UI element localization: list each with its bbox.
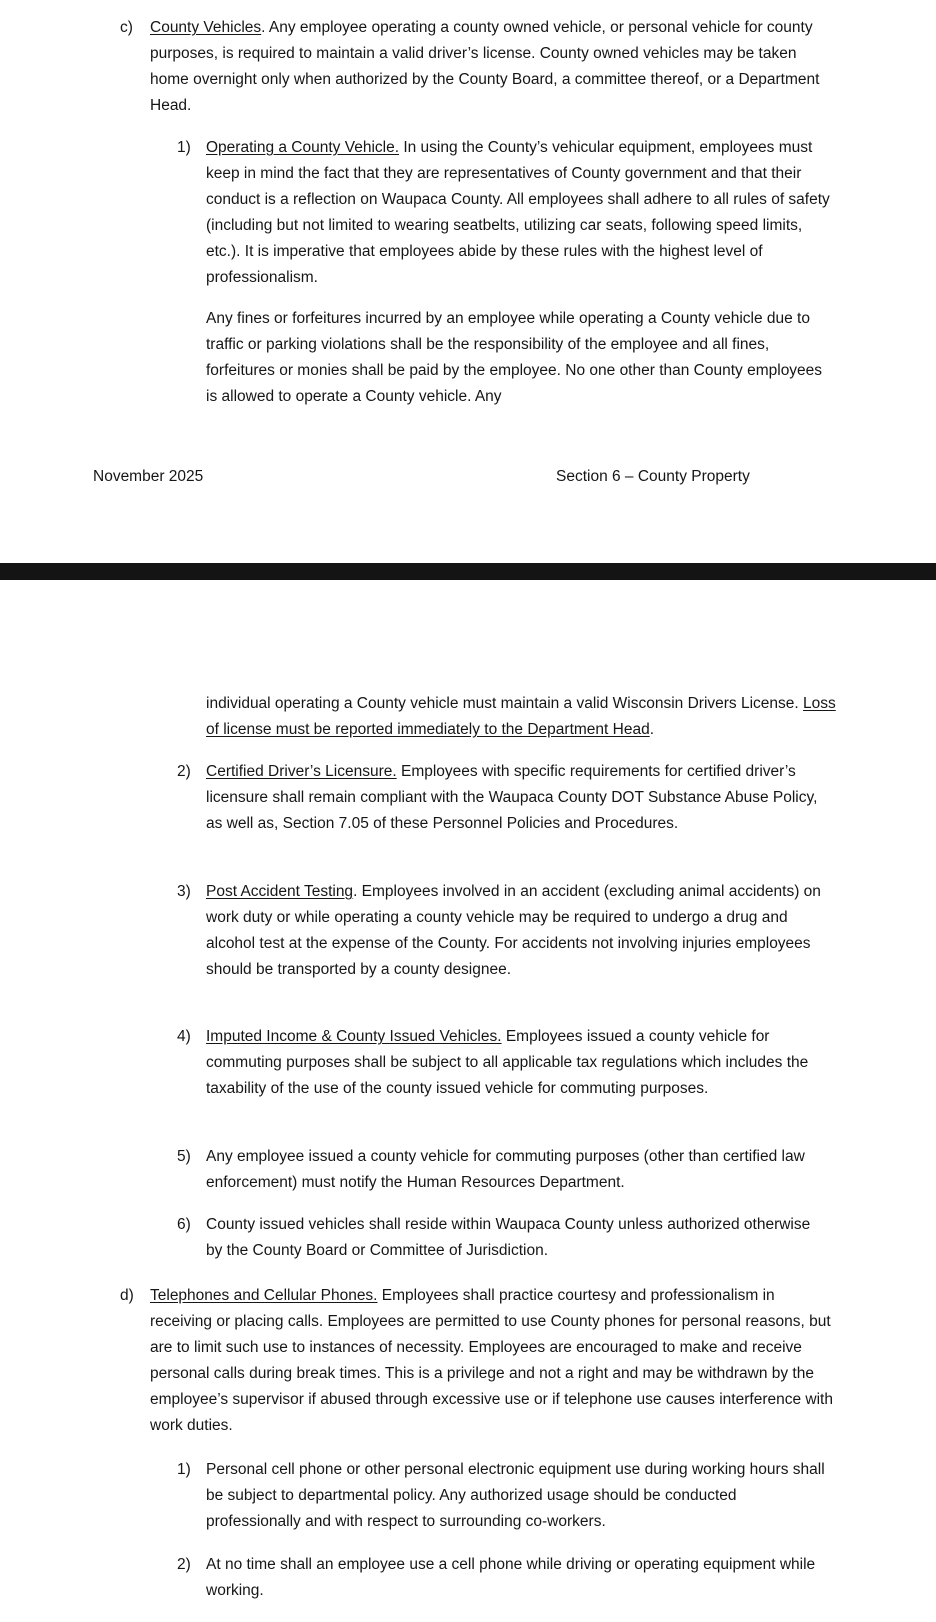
footer-section: Section 6 – County Property <box>556 468 750 485</box>
item-c1-heading: Operating a County Vehicle. <box>206 139 400 156</box>
item-d1-label: 1) <box>177 1461 191 1478</box>
page-break-divider <box>0 563 936 580</box>
item-c1-operating-vehicle <box>206 135 831 291</box>
item-c-label: c) <box>120 19 133 36</box>
continuation-text: individual operating a County vehicle must maintain a valid Wisconsin Drivers License. <box>206 695 804 712</box>
item-4-heading: Imputed Income & County Issued Vehicles. <box>206 1028 502 1045</box>
item-c-heading: County Vehicles <box>150 19 262 36</box>
item-2-label: 2) <box>177 763 191 780</box>
item-2-text: Employees with specific requirements for certified driver’s licensure shall remain compliant with the Waupaca County DOT Substance Abuse Policy, as well as, Section 7.05 of these Personnel Policies and Procedures. <box>206 763 818 832</box>
item-3-heading: Post Accident Testing <box>206 883 354 900</box>
item-3-label: 3) <box>177 883 191 900</box>
item-5-notify-hr <box>206 1144 826 1196</box>
item-d2-no-driving-phone <box>206 1552 831 1604</box>
item-c1-fines-paragraph <box>206 306 831 410</box>
item-3-post-accident <box>206 879 831 983</box>
item-d2-text: At no time shall an employee use a cell phone while driving or operating equipment while working. <box>206 1556 816 1599</box>
item-5-label: 5) <box>177 1148 191 1165</box>
item-c-county-vehicles <box>150 15 820 119</box>
item-c1-para2: Any fines or forfeitures incurred by an employee while operating a County vehicle due to traffic or parking violations shall be the responsibility of the employee and all fines, forfeitures or monies shall be paid by the employee. No one other than County employees is allowed to operate a County vehicle. Any <box>206 310 823 405</box>
item-c1-text: In using the County’s vehicular equipment, employees must keep in mind the fact that they are representatives of County government and that their conduct is a reflection on Waupaca County. All employees shall adhere to all rules of safety (including but not limited to wearing seatbelts, utilizing car seats, following speed limits, etc.). It is imperative that employees abide by these rules with the highest level of professionalism. <box>206 139 830 286</box>
item-5-text: Any employee issued a county vehicle for commuting purposes (other than certified law enforcement) must notify the Human Resources Department. <box>206 1148 805 1191</box>
footer-date: November 2025 <box>93 468 204 485</box>
item-d-label: d) <box>120 1287 134 1304</box>
item-2-heading: Certified Driver’s Licensure. <box>206 763 397 780</box>
item-d-text: Employees shall practice courtesy and professionalism in receiving or placing calls. Employees are permitted to use County phones for personal reasons, but are to limit such use to instances of necessity. Employees are encouraged to make and receive personal calls during break times. This is a privilege and not a right and may be withdrawn by the employee’s supervisor if abused through excessive use or if telephone use causes interference with work duties. <box>150 1287 833 1434</box>
continuation-underlined: Loss of license must be reported immediately to the Department Head <box>206 695 836 738</box>
item-c-text: . Any employee operating a county owned vehicle, or personal vehicle for county purposes, is required to maintain a valid driver’s license. County owned vehicles may be taken home overnight only when authorized by the County Board, a committee thereof, or a Department Head. <box>150 19 820 114</box>
item-2-certified-licensure <box>206 759 826 837</box>
item-4-imputed-income <box>206 1024 826 1102</box>
item-6-label: 6) <box>177 1216 191 1233</box>
item-d1-text: Personal cell phone or other personal electronic equipment use during working hours shall be subject to departmental policy. Any authorized usage should be conducted professionally and with respect to surrounding co-workers. <box>206 1461 825 1530</box>
item-4-text: Employees issued a county vehicle for commuting purposes shall be subject to all applicable tax regulations which includes the taxability of the use of the county issued vehicle for commuting purposes. <box>206 1028 809 1097</box>
item-6-reside-in-county <box>206 1212 826 1264</box>
item-4-label: 4) <box>177 1028 191 1045</box>
item-c1-label: 1) <box>177 139 191 156</box>
item-d-telephones <box>150 1283 835 1439</box>
item-d1-personal-cell <box>206 1457 831 1535</box>
item-6-text: County issued vehicles shall reside within Waupaca County unless authorized otherwise by the County Board or Committee of Jurisdiction. <box>206 1216 811 1259</box>
continuation-paragraph <box>206 691 846 743</box>
item-d2-label: 2) <box>177 1556 191 1573</box>
item-d-heading: Telephones and Cellular Phones. <box>150 1287 378 1304</box>
continuation-end: . <box>649 721 655 738</box>
item-3-text: . Employees involved in an accident (excluding animal accidents) on work duty or while operating a county vehicle may be required to undergo a drug and alcohol test at the expense of the County. For accidents not involving injuries employees should be transported by a county designee. <box>206 883 821 978</box>
